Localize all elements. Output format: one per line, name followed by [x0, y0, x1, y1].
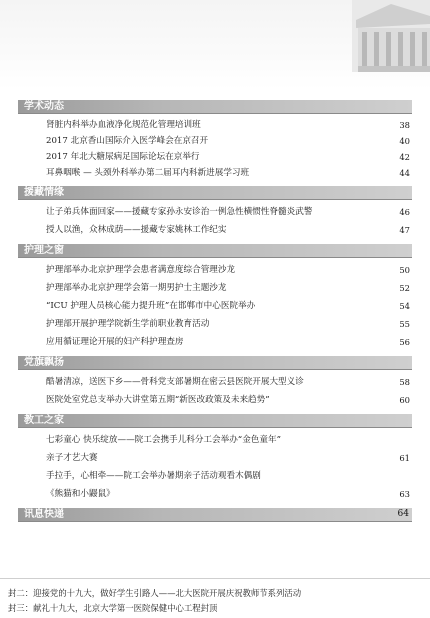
entry-title: 应用循证理论开展的妇产科护理查房 — [46, 337, 184, 347]
entry-page: 47 — [399, 225, 410, 235]
entry-page: 46 — [399, 207, 410, 217]
section-title: 学术动态 — [24, 101, 64, 112]
entry-page: 61 — [399, 453, 410, 463]
section-header-party — [18, 356, 412, 370]
entry-page: 40 — [399, 136, 410, 146]
table-of-contents — [18, 95, 412, 525]
entry-title: “ICU 护理人员核心能力提升班”在邯郸市中心医院举办 — [46, 301, 256, 311]
cover-notes — [0, 578, 430, 618]
toc-entry[interactable] — [18, 431, 412, 449]
toc-entry[interactable] — [18, 391, 412, 409]
entry-page: 44 — [399, 168, 410, 178]
entry-title: 《熊猫和小鼹鼠》 — [46, 489, 115, 499]
entry-title: 手拉手，心相牵——院工会举办暑期亲子活动观看木偶剧 — [46, 471, 261, 481]
entry-page: 63 — [399, 489, 410, 499]
toc-entry[interactable] — [18, 203, 412, 221]
section-header-tibet-aid — [18, 186, 412, 200]
toc-entry[interactable] — [18, 373, 412, 391]
section-title: 教工之家 — [24, 415, 64, 426]
toc-entry[interactable] — [18, 133, 412, 149]
entry-page: 55 — [399, 319, 410, 329]
entry-page: 50 — [399, 265, 410, 275]
toc-entry[interactable] — [18, 485, 412, 503]
toc-entry[interactable] — [18, 149, 412, 165]
entry-title: 耳鼻咽喉 — 头颈外科举办第二届耳内科新进展学习班 — [46, 168, 250, 178]
entry-title: 亲子才艺大赛 — [46, 453, 98, 463]
section-header-nursing — [18, 244, 412, 258]
entry-title: 授人以渔，众林成荫——援藏专家姚林工作纪实 — [46, 225, 227, 235]
entry-page: 38 — [399, 120, 410, 130]
toc-entry[interactable] — [18, 333, 412, 351]
toc-entry[interactable] — [18, 279, 412, 297]
entry-title: 护理部开展护理学院新生学前职业教育活动 — [46, 319, 210, 329]
toc-entry[interactable] — [18, 261, 412, 279]
entry-title: 肾脏内科举办血液净化规范化管理培训班 — [46, 120, 201, 130]
entry-title: 让子弟兵体面回家——援藏专家孙永安诊治一例急性横惯性脊髓炎武警 — [46, 207, 313, 217]
cover-note-inside-front: 封二：迎接党的十九大，做好学生引路人——北大医院开展庆祝教师节系列活动 — [8, 588, 302, 598]
section-title: 讯息快递 — [24, 509, 64, 520]
cover-note-inside-back: 封三：献礼十九大，北京大学第一医院保健中心工程封顶 — [8, 603, 218, 613]
entry-page: 60 — [399, 395, 410, 405]
toc-entry[interactable] — [18, 165, 412, 181]
toc-entry[interactable] — [18, 117, 412, 133]
section-header-staff-home — [18, 414, 412, 428]
entry-page: 42 — [399, 152, 410, 162]
toc-entry[interactable] — [18, 315, 412, 333]
entry-title: 酷暑清凉，送医下乡——骨科党支部暑期在密云县医院开展大型义诊 — [46, 377, 304, 387]
entry-title: 2017 年北大糖尿病足国际论坛在京举行 — [46, 152, 200, 162]
entry-title: 医院处室党总支举办大讲堂第五期“新医改政策及未来趋势” — [46, 395, 270, 405]
entry-page: 58 — [399, 377, 410, 387]
section-title: 党旗飘扬 — [24, 357, 64, 368]
building-illustration — [352, 0, 430, 72]
entry-title: 护理部举办北京护理学会第一期男护士主题沙龙 — [46, 283, 227, 293]
section-title: 护理之窗 — [24, 245, 64, 256]
toc-entry[interactable] — [18, 467, 412, 485]
entry-title: 七彩童心 快乐绽放——院工会携手儿科分工会举办“金色童年” — [46, 435, 281, 445]
section-header-academic — [18, 100, 412, 114]
section-header-news-express[interactable] — [18, 508, 412, 522]
entry-title: 2017 北京香山国际介入医学峰会在京召开 — [46, 136, 209, 146]
entry-page: 54 — [399, 301, 410, 311]
entry-page: 52 — [399, 283, 410, 293]
section-title: 援藏情缘 — [24, 187, 64, 198]
toc-entry[interactable] — [18, 297, 412, 315]
section-page: 64 — [397, 509, 409, 519]
toc-entry[interactable] — [18, 221, 412, 239]
entry-title: 护理部举办北京护理学会患者满意度综合管理沙龙 — [46, 265, 236, 275]
toc-entry[interactable] — [18, 449, 412, 467]
entry-page: 56 — [399, 337, 410, 347]
